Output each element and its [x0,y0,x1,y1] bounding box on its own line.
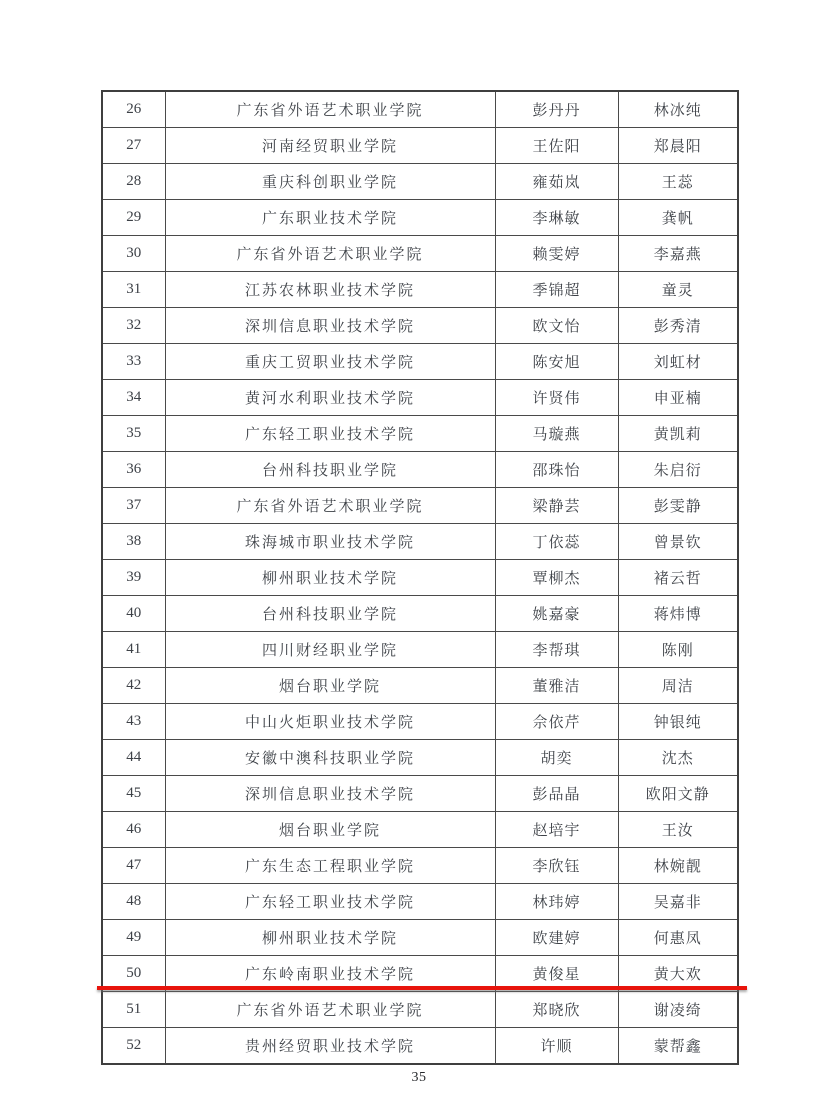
table-row [102,344,738,380]
name2-cell: 王蕊 [618,164,738,200]
table-row [102,596,738,632]
row-number-cell: 35 [102,416,165,452]
name2-cell: 林冰纯 [618,91,738,128]
row-number-cell: 51 [102,992,165,1028]
row-number-cell: 47 [102,848,165,884]
name1-cell: 郑晓欣 [495,992,618,1028]
row-number-cell: 36 [102,452,165,488]
name2-cell: 彭雯静 [618,488,738,524]
table-row [102,704,738,740]
row-number-cell: 45 [102,776,165,812]
row-number-cell: 28 [102,164,165,200]
name1-cell: 梁静芸 [495,488,618,524]
name1-cell: 覃柳杰 [495,560,618,596]
name1-cell: 赖雯婷 [495,236,618,272]
name2-cell: 黄凯莉 [618,416,738,452]
school-name-cell: 江苏农林职业技术学院 [165,272,495,308]
row-number-cell: 26 [102,91,165,128]
name2-cell: 周洁 [618,668,738,704]
school-name-cell: 广东省外语艺术职业学院 [165,91,495,128]
row-number-cell: 48 [102,884,165,920]
row-number-cell: 42 [102,668,165,704]
row-number-cell: 41 [102,632,165,668]
school-name-cell: 深圳信息职业技术学院 [165,308,495,344]
table-row [102,380,738,416]
table-row [102,632,738,668]
table-row [102,668,738,704]
row-number-cell: 52 [102,1028,165,1065]
table-row [102,812,738,848]
school-name-cell: 珠海城市职业技术学院 [165,524,495,560]
table-row [102,776,738,812]
school-name-cell: 柳州职业技术学院 [165,920,495,956]
name2-cell: 李嘉燕 [618,236,738,272]
school-name-cell: 烟台职业学院 [165,668,495,704]
name2-cell: 童灵 [618,272,738,308]
row-number-cell: 32 [102,308,165,344]
name1-cell: 林玮婷 [495,884,618,920]
name2-cell: 郑晨阳 [618,128,738,164]
school-name-cell: 广东岭南职业技术学院 [165,956,495,992]
school-name-cell: 重庆科创职业学院 [165,164,495,200]
name2-cell: 蒙帮鑫 [618,1028,738,1065]
row-number-cell: 46 [102,812,165,848]
table-row [102,416,738,452]
name1-cell: 雍茹岚 [495,164,618,200]
row-number-cell: 43 [102,704,165,740]
school-name-cell: 台州科技职业学院 [165,452,495,488]
row-number-cell: 40 [102,596,165,632]
name1-cell: 赵培宇 [495,812,618,848]
row-number-cell: 39 [102,560,165,596]
name1-cell: 佘依芹 [495,704,618,740]
name1-cell: 彭丹丹 [495,91,618,128]
row-number-cell: 34 [102,380,165,416]
name1-cell: 李琳敏 [495,200,618,236]
name1-cell: 欧文怡 [495,308,618,344]
row-number-cell: 29 [102,200,165,236]
name2-cell: 彭秀清 [618,308,738,344]
school-name-cell: 中山火炬职业技术学院 [165,704,495,740]
school-name-cell: 深圳信息职业技术学院 [165,776,495,812]
results-table-body [102,91,738,1064]
school-name-cell: 广东省外语艺术职业学院 [165,992,495,1028]
name1-cell: 邵珠怡 [495,452,618,488]
table-row [102,272,738,308]
school-name-cell: 广东省外语艺术职业学院 [165,488,495,524]
school-name-cell: 广东轻工职业技术学院 [165,416,495,452]
name1-cell: 黄俊星 [495,956,618,992]
name2-cell: 黄大欢 [618,956,738,992]
name1-cell: 胡奕 [495,740,618,776]
name2-cell: 钟银纯 [618,704,738,740]
school-name-cell: 广东轻工职业技术学院 [165,884,495,920]
table-row [102,920,738,956]
name1-cell: 马璇燕 [495,416,618,452]
name1-cell: 许顺 [495,1028,618,1065]
name1-cell: 陈安旭 [495,344,618,380]
name2-cell: 谢凌绮 [618,992,738,1028]
school-name-cell: 贵州经贸职业技术学院 [165,1028,495,1065]
name2-cell: 何惠凤 [618,920,738,956]
name1-cell: 王佐阳 [495,128,618,164]
table-row [102,740,738,776]
name2-cell: 沈杰 [618,740,738,776]
name2-cell: 龚帆 [618,200,738,236]
school-name-cell: 安徽中澳科技职业学院 [165,740,495,776]
school-name-cell: 广东生态工程职业学院 [165,848,495,884]
name1-cell: 丁依蕊 [495,524,618,560]
name1-cell: 李帮琪 [495,632,618,668]
table-row [102,200,738,236]
row-number-cell: 50 [102,956,165,992]
name2-cell: 欧阳文静 [618,776,738,812]
table-row [102,848,738,884]
name2-cell: 陈刚 [618,632,738,668]
results-table [101,90,739,1065]
table-row [102,524,738,560]
table-row [102,992,738,1028]
name2-cell: 申亚楠 [618,380,738,416]
name2-cell: 蒋炜博 [618,596,738,632]
table-row [102,1028,738,1065]
school-name-cell: 广东职业技术学院 [165,200,495,236]
table-row [102,236,738,272]
table-row [102,452,738,488]
row-number-cell: 31 [102,272,165,308]
school-name-cell: 四川财经职业学院 [165,632,495,668]
name1-cell: 彭品晶 [495,776,618,812]
name1-cell: 李欣钰 [495,848,618,884]
name2-cell: 褚云哲 [618,560,738,596]
row-number-cell: 27 [102,128,165,164]
table-row [102,560,738,596]
row-number-cell: 44 [102,740,165,776]
name1-cell: 姚嘉豪 [495,596,618,632]
table-row [102,884,738,920]
row-number-cell: 33 [102,344,165,380]
school-name-cell: 广东省外语艺术职业学院 [165,236,495,272]
name1-cell: 欧建婷 [495,920,618,956]
name2-cell: 曾景钦 [618,524,738,560]
name1-cell: 季锦超 [495,272,618,308]
table-row [102,308,738,344]
school-name-cell: 重庆工贸职业技术学院 [165,344,495,380]
name2-cell: 王汝 [618,812,738,848]
school-name-cell: 河南经贸职业学院 [165,128,495,164]
name2-cell: 吴嘉非 [618,884,738,920]
name2-cell: 刘虹材 [618,344,738,380]
name1-cell: 许贤伟 [495,380,618,416]
table-row [102,128,738,164]
name1-cell: 董雅洁 [495,668,618,704]
table-row [102,164,738,200]
row-number-cell: 49 [102,920,165,956]
school-name-cell: 台州科技职业学院 [165,596,495,632]
school-name-cell: 烟台职业学院 [165,812,495,848]
row-number-cell: 30 [102,236,165,272]
school-name-cell: 黄河水利职业技术学院 [165,380,495,416]
school-name-cell: 柳州职业技术学院 [165,560,495,596]
name2-cell: 林婉靓 [618,848,738,884]
row-number-cell: 37 [102,488,165,524]
table-row [102,91,738,128]
table-row [102,488,738,524]
name2-cell: 朱启衍 [618,452,738,488]
highlight-underline [97,986,747,990]
row-number-cell: 38 [102,524,165,560]
page-number: 35 [411,1070,427,1085]
